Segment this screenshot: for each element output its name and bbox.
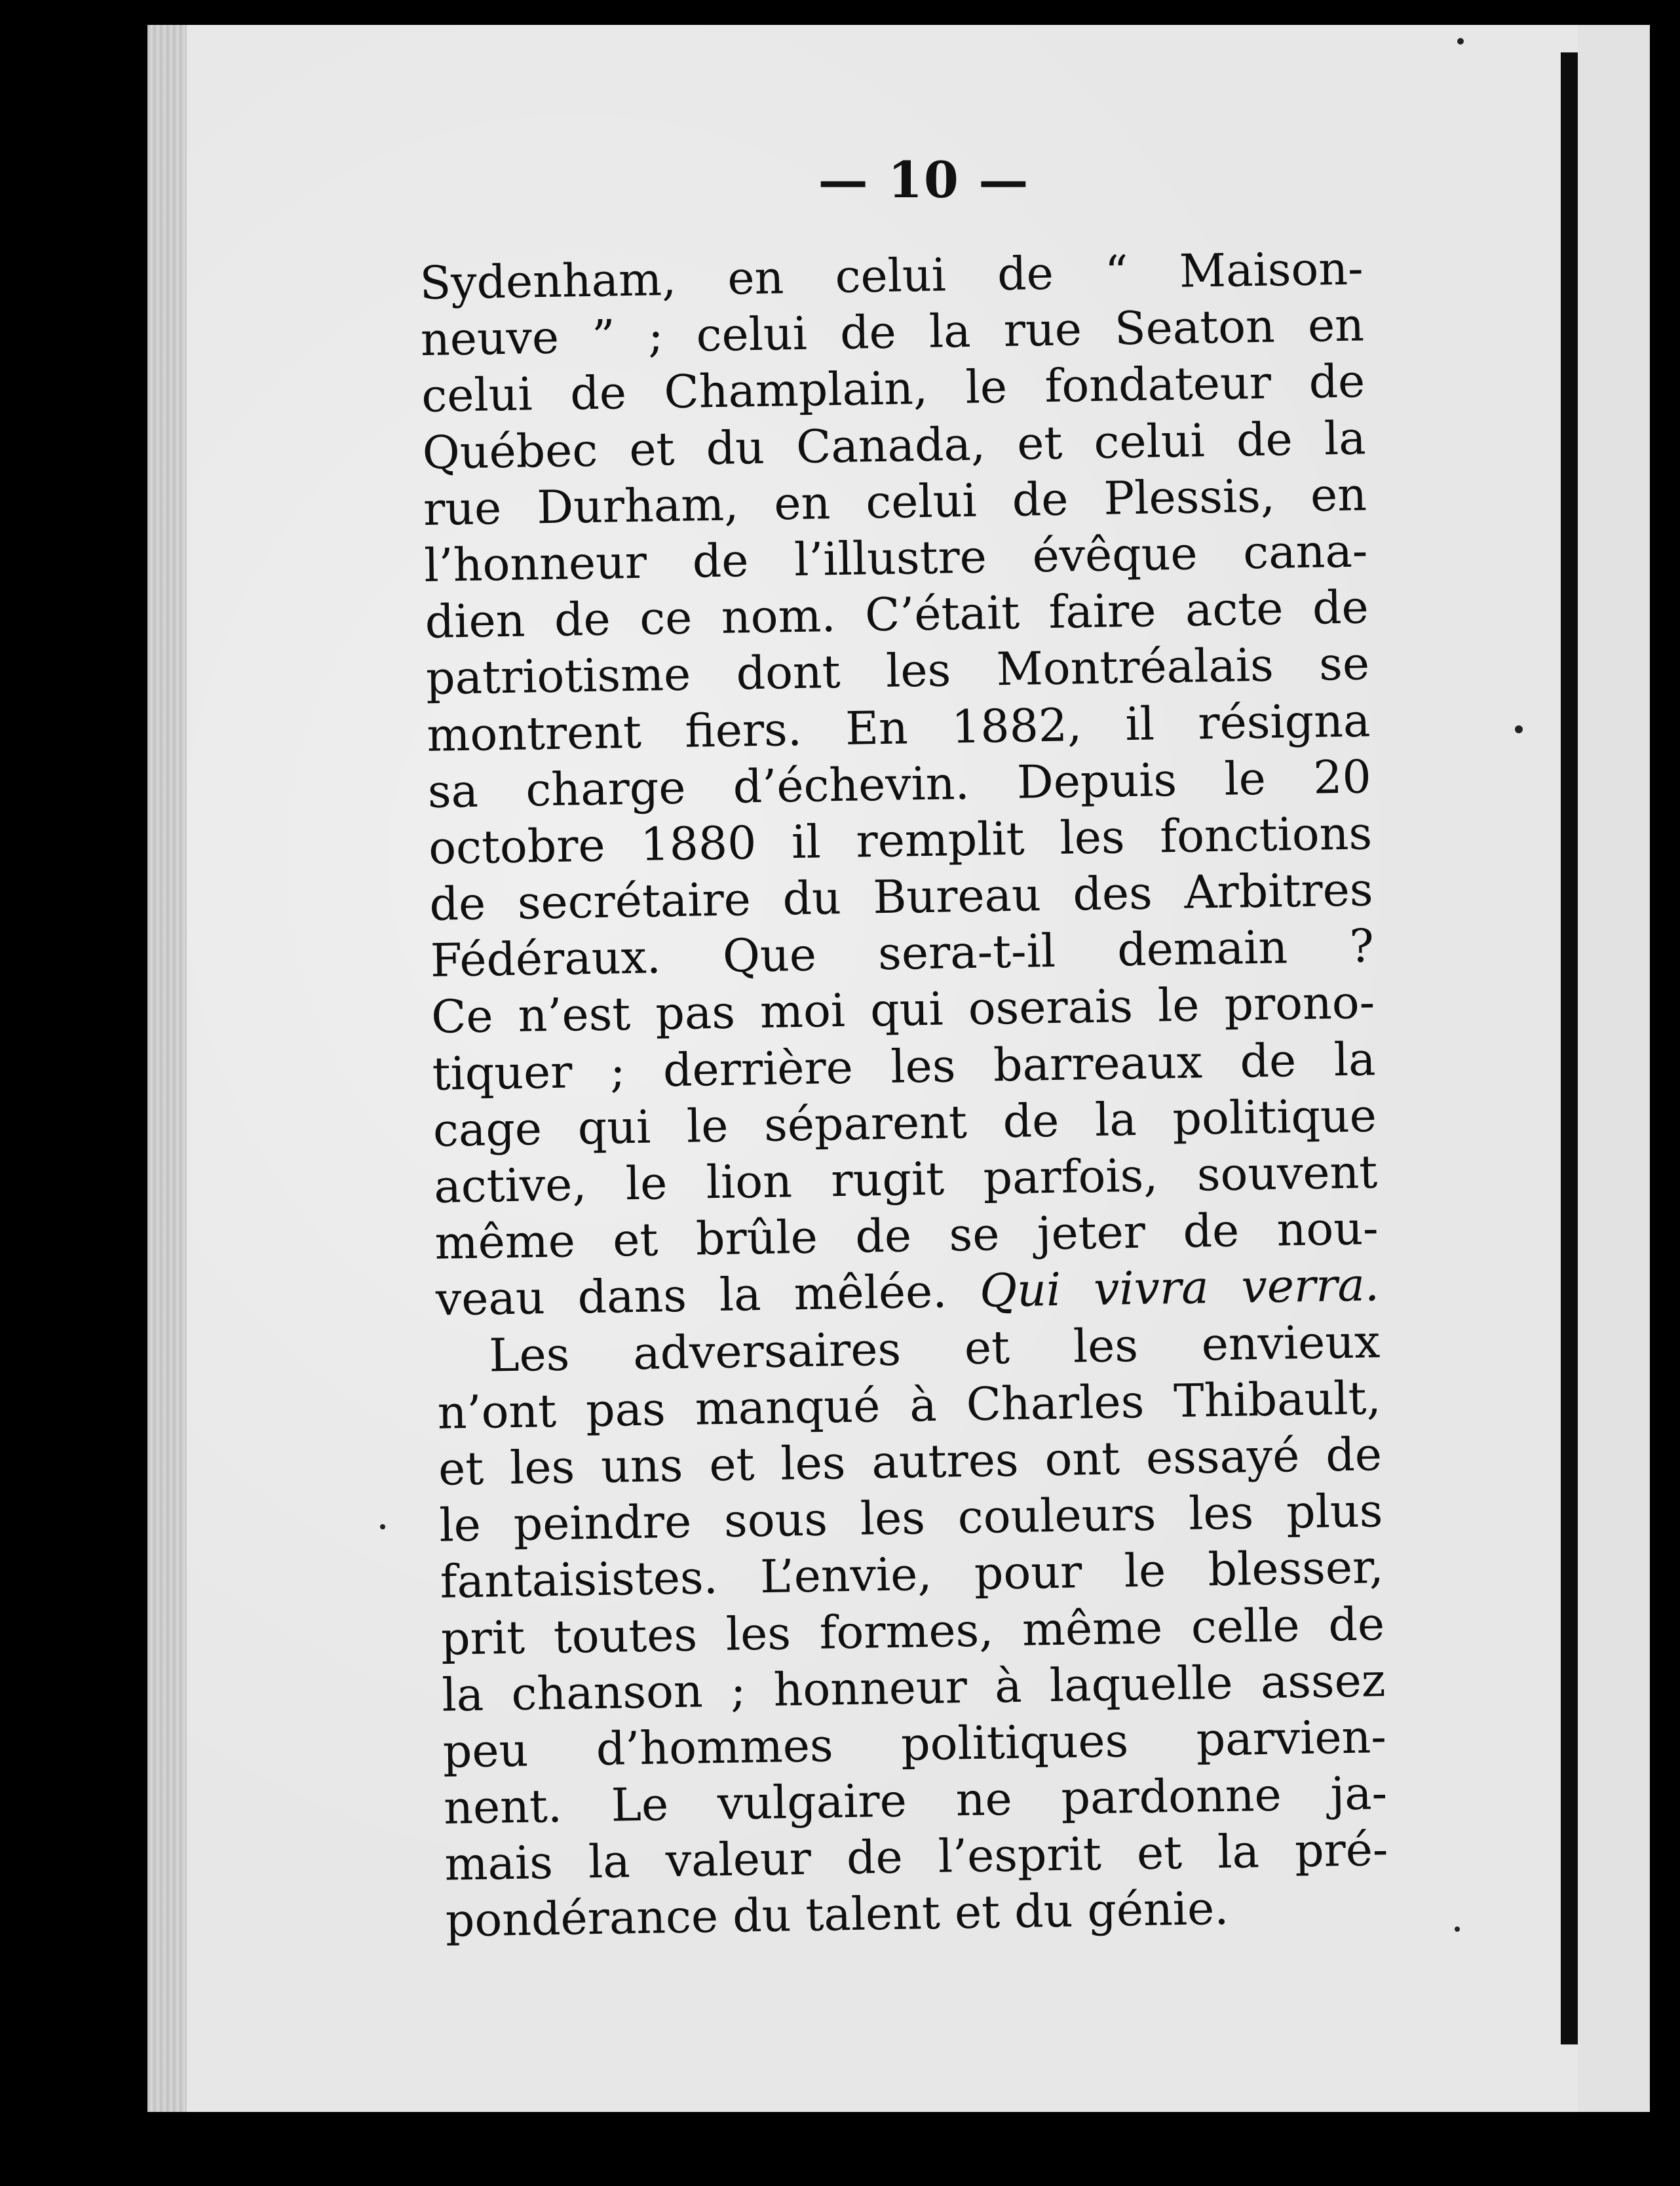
text-line: active, le lion rugit parfois, souvent	[433, 1145, 1378, 1214]
text-line: tiquer ; derrière les barreaux de la	[431, 1032, 1377, 1101]
text-line: Ce n’est pas moi qui oserais le prono-	[430, 976, 1375, 1045]
text-line: même et brûle de se jeter de nou-	[434, 1202, 1379, 1270]
body-text	[419, 240, 1389, 1949]
page-number-header: — 10 —	[818, 151, 1030, 209]
text-line: Québec et du Canada, et celui de la	[422, 411, 1367, 480]
text-line: pondérance du talent et du génie.	[445, 1882, 1229, 1948]
page-binding-edge	[147, 25, 187, 2112]
text-line: peu d’hommes politiques parvien-	[442, 1710, 1387, 1778]
text-line: la chanson ; honneur à laquelle assez	[441, 1653, 1386, 1722]
paragraph-start-line: Les adversaires et les envieux	[488, 1314, 1381, 1383]
text-line: neuve ” ; celui de la rue Seaton en	[420, 298, 1365, 367]
text-line: rue Durham, en celui de Plessis, en	[423, 468, 1367, 536]
text-line: le peindre sous les couleurs les plus	[438, 1484, 1383, 1552]
text-line: sa charge d’échevin. Depuis le 20	[427, 750, 1372, 818]
text-line: de secrétaire du Bureau des Arbitres	[429, 863, 1374, 931]
text-line: dien de ce nom. C’était faire acte de	[425, 581, 1369, 649]
text-line: l’honneur de l’illustre évêque cana-	[423, 524, 1368, 592]
text-line: n’ont pas manqué à Charles Thibault,	[437, 1371, 1382, 1440]
italic-phrase: Qui vivra verra.	[979, 1258, 1380, 1318]
text-line: octobre 1880 il remplit les fonctions	[428, 807, 1373, 875]
scan-speck	[380, 1524, 385, 1529]
text-line: celui de Champlain, le fondateur de	[421, 355, 1365, 423]
text-segment: veau dans la mêlée.	[435, 1265, 947, 1327]
text-line: Fédéraux. Que sera-t-il demain ?	[430, 919, 1375, 988]
text-line: patriotisme dont les Montréalais se	[425, 637, 1370, 706]
text-line: prit toutes les formes, même celle de	[440, 1597, 1385, 1666]
text-line: cage qui le séparent de la politique	[432, 1089, 1377, 1157]
text-line: et les uns et les autres ont essayé de	[438, 1428, 1383, 1496]
facing-page-strip	[1578, 25, 1650, 2112]
text-line: montrent fiers. En 1882, il résigna	[426, 693, 1371, 762]
scan-speck	[1455, 1927, 1460, 1932]
text-line: fantaisistes. L’envie, pour le blesser,	[440, 1541, 1384, 1609]
text-line: Sydenham, en celui de “ Maison-	[419, 242, 1364, 310]
page-edge-shadow	[1561, 52, 1578, 2044]
text-line: mais la valeur de l’esprit et la pré-	[444, 1823, 1389, 1891]
scan-speck	[1457, 38, 1464, 45]
text-line: nent. Le vulgaire ne pardonne ja-	[443, 1767, 1388, 1835]
scan-speck	[1515, 725, 1523, 733]
